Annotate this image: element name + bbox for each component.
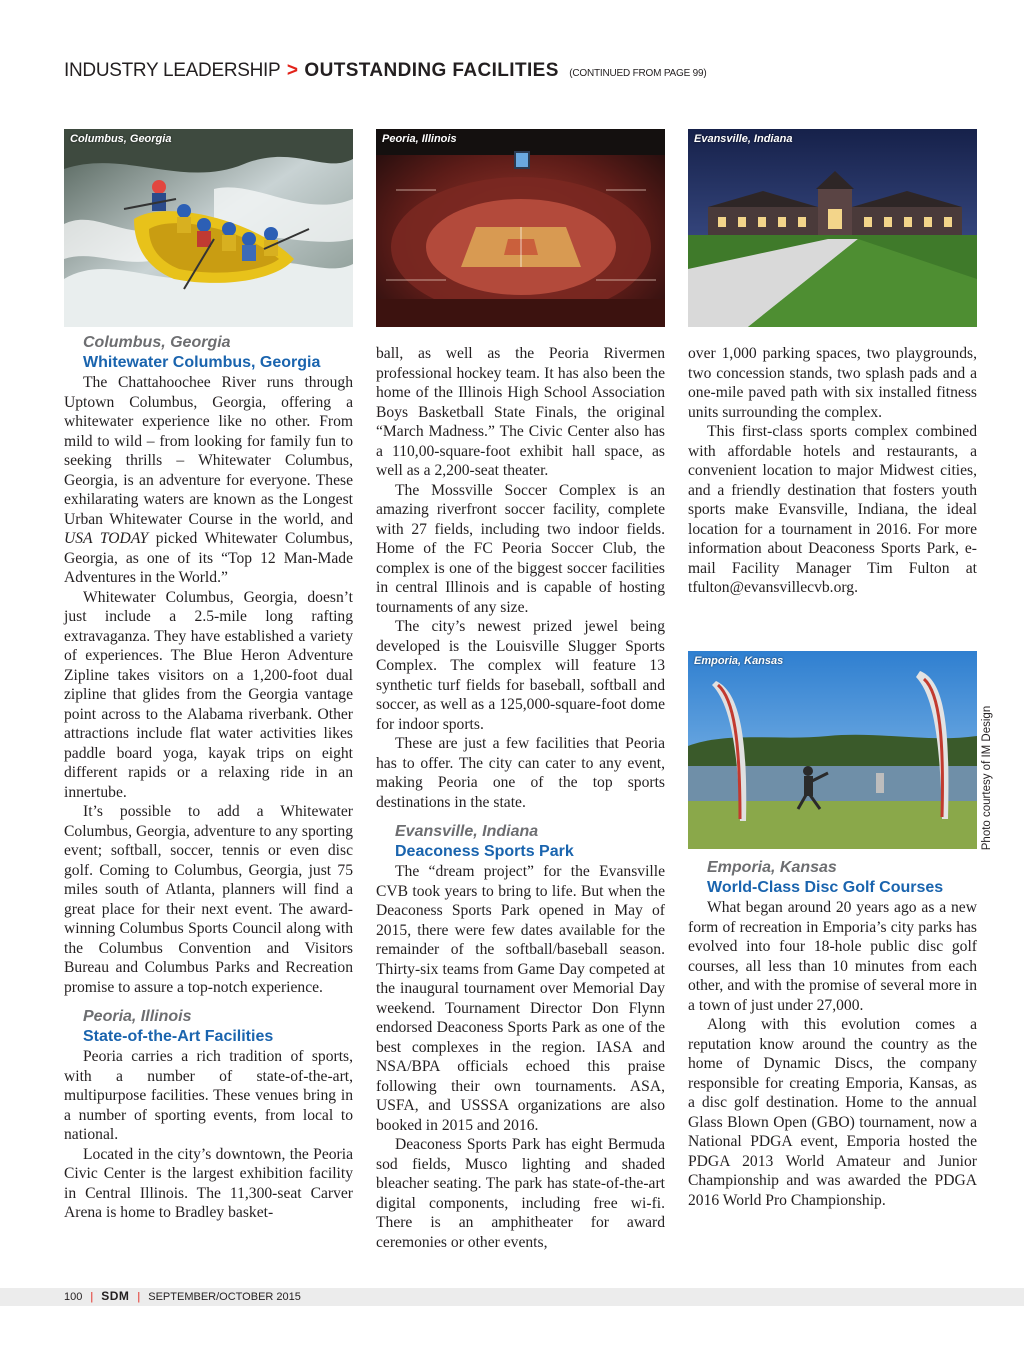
paragraph: What began around 20 years ago as a new form of recreation in Emporia’s city parks has evolved into four 18-hole public disc golf courses, all less than 10 minutes from each other, and with the promise of several more in a town of just under 27,000.: [688, 899, 977, 1014]
photo-evansville: [688, 129, 977, 327]
paragraph: The Mossville Soccer Complex is an amazing riverfront soccer facility, complete with 27 fields, including two indoor fields. Home of the FC Peoria Soccer Club, the complex is one of the biggest soccer facilities in central Illinois and is capable of hosting tournaments of any size.: [376, 481, 665, 616]
paragraph: The city’s newest prized jewel being developed is the Louisville Slugger Sports Complex. The complex will feature 13 synthetic turf fields for baseball, softball and soccer, as well as a 125,000-square-foot dome for indoor sports.: [376, 618, 665, 733]
photo-caption-columbus: Columbus, Georgia: [70, 133, 172, 145]
page-number: 100: [64, 1291, 83, 1303]
photo-peoria: [376, 129, 665, 327]
photo-caption-evansville: Evansville, Indiana: [694, 133, 793, 145]
header-continued: (CONTINUED FROM PAGE 99): [569, 68, 707, 79]
location-label-columbus: Columbus, Georgia: [83, 334, 231, 351]
issue-date: SEPTEMBER/OCTOBER 2015: [148, 1291, 301, 1303]
column-3-top: [688, 344, 977, 598]
photo-credit-text: Photo courtesy of IM Design: [981, 705, 993, 850]
paragraph: It’s possible to add a Whitewater Columbus, Georgia, adventure to any sporting event; softball, soccer, tennis or even disc golf. Coming to Columbus, Georgia, just 75 miles south of Atlanta, planners will find a great place for their next event. The award-winning Columbus Sports Council along with the Columbus Convention and Visitors Bureau and Columbus Parks and Recreation promise to assure a top-notch experience.: [64, 803, 353, 996]
arena-image: [376, 129, 665, 327]
page-footer: [64, 1289, 301, 1305]
paragraph: Deaconess Sports Park has eight Bermuda sod fields, Musco lighting and shaded bleacher seating. The park has state-of-the-art digital components, including free wi-fi. There is an amphitheater for award ceremonies or other events,: [376, 1136, 665, 1251]
paragraph: ball, as well as the Peoria Rivermen professional hockey team. It has also been the home of the Illinois High School Association Boys Basketball State Finals, the original “March Madness.” The Civic Center also has a 110,00-square-foot exhibit hall space, as well as a 2,200-seat theater.: [376, 345, 665, 479]
photo-caption-emporia: Emporia, Kansas: [694, 655, 784, 667]
photo-columbus: [64, 129, 353, 327]
paragraph: Peoria carries a rich tradition of sports, with a number of state-of-the-art, multipurpose facilities. These venues bring in a number of sporting events, from local to national.: [64, 1048, 353, 1143]
paragraph: The “dream project” for the Evansville CVB took years to bring to life. But when the Deaconess Sports Park opened in May of 2015, there were few dates available for the remainder of the softball/baseball season. Thirty-six teams from Game Day competed at the inaugural tournament over Memorial Day weekend. Tournament Director Don Flynn endorsed Deaconess Sports Park as one of the best complexes in the region. IASA and NSA/BPA officials echoed this praise following their own tournaments. ASA, USFA, and USSSA organizations are also booked in 2015 and 2016.: [376, 863, 665, 1134]
paragraph: [64, 373, 353, 588]
footer-separator: |: [90, 1291, 94, 1303]
section-title-disc-golf: World-Class Disc Golf Courses: [707, 879, 944, 896]
column-3-bottom: [688, 858, 977, 1210]
paragraph: over 1,000 parking spaces, two playgrounds, two concession stands, two splash pads and a one-mile paved path with six installed fitness units surrounding the complex.: [688, 345, 977, 421]
photo-emporia: [688, 651, 977, 849]
paragraph: Whitewater Columbus, Georgia, doesn’t just include a 2.5-mile long rafting extravaganza. They have established a variety of experiences. The Blue Heron Adventure Zipline takes visitors on a 1,200-foot dual zipline that glides from the Georgia vantage point across to the Alabama riverbank. Other attractions include flat water activities likes paddle board yoga, kayak trips on eight different rapids or a relaxing ride in an innertube.: [64, 588, 353, 801]
paragraph: Along with this evolution comes a reputation know around the country as the home of Dynamic Discs, the company responsible for creating Emporia, Kansas, as a disc golf destination. Home to the annual Glass Blown Open (GBO) tournament, now a National PDGA event, Emporia hosted the PDGA 2013 World Amateur and Junior Championship and was awarded the PDGA 2016 World Pro Championship.: [688, 1016, 977, 1209]
header-arrow: >: [286, 60, 298, 81]
column-1: [64, 333, 353, 1223]
location-label-evansville: Evansville, Indiana: [395, 823, 539, 840]
page-header: [64, 60, 964, 88]
footer-separator: |: [137, 1291, 141, 1303]
text-run: picked Whitewater Columbus, Georgia, as one of its “Top 12 Man-Made Adventures in the World.”: [64, 530, 353, 586]
section-title-whitewater: Whitewater Columbus, Georgia: [83, 354, 321, 371]
paragraph: Located in the city’s downtown, the Peoria Civic Center is the largest exhibition facility in Central Illinois. The 11,300-seat Carver Arena is home to Bradley basket-: [64, 1145, 353, 1221]
paragraph: These are just a few facilities that Peoria has to offer. The city can cater to any event, making Peoria one of the top sports destinations in the state.: [376, 735, 665, 811]
text-run: The Chattahoochee River runs through Uptown Columbus, Georgia, offering a whitewater experience like no other. From mild to wild – from looking for family fun to seeking thrills – Whitewater Columbus, Georgia, is an adventure for everyone. These exhilarating waters are known as the Longest Urban Whitewater Course in the world, and: [64, 374, 353, 528]
magazine-logo: SDM: [101, 1289, 130, 1303]
section-title-facilities: State-of-the-Art Facilities: [83, 1028, 274, 1045]
header-title: OUTSTANDING FACILITIES: [304, 60, 559, 81]
column-2: [376, 344, 665, 1252]
section-title-deaconess: Deaconess Sports Park: [395, 843, 574, 860]
location-label-peoria: Peoria, Illinois: [83, 1008, 192, 1025]
disc-golf-image: [688, 651, 977, 849]
header-section: INDUSTRY LEADERSHIP: [64, 60, 281, 81]
photo-credit: [978, 700, 996, 855]
paragraph: This first-class sports complex combined with affordable hotels and restaurants, a convenient location to major Midwest cities, and a friendly destination that fosters youth sports make Evansville, Indiana, the ideal location for a tournament in 2016. For more information about Deaconess Sports Park, e-mail Facility Manager Tim Fulton at tfulton@evansvillecvb.org.: [688, 423, 977, 596]
whitewater-rafting-image: [64, 129, 353, 327]
publication-name: USA TODAY: [64, 530, 149, 547]
location-label-emporia: Emporia, Kansas: [707, 859, 837, 876]
photo-caption-peoria: Peoria, Illinois: [382, 133, 457, 145]
sports-park-image: [688, 129, 977, 327]
